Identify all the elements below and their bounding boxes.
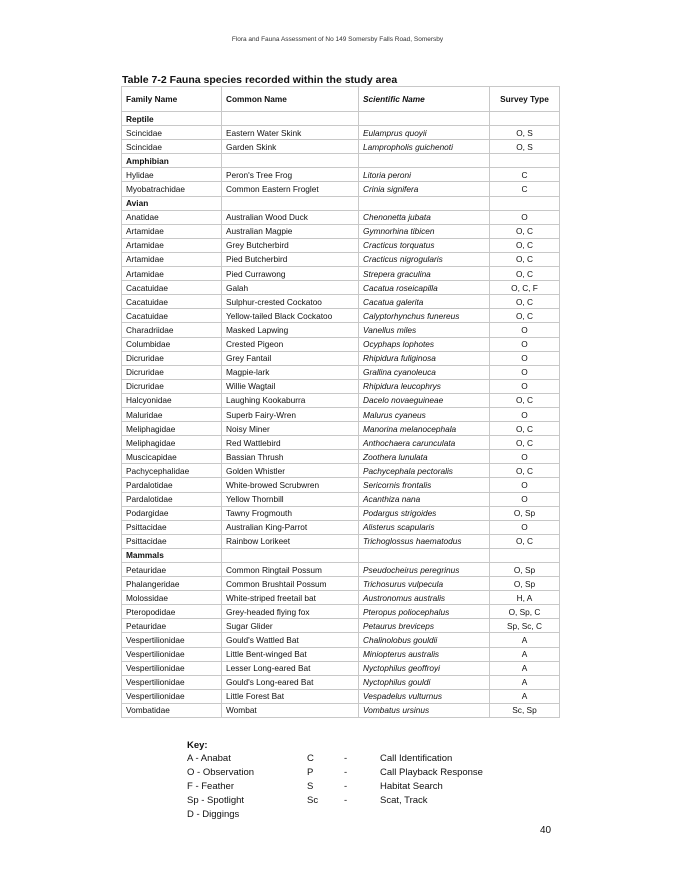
key-left: F - Feather [187,781,234,792]
common-name-cell: Sulphur-crested Cockatoo [222,295,359,309]
family-cell: Muscicapidae [122,450,222,464]
group-label: Reptile [122,112,222,126]
common-name-cell: Crested Pigeon [222,337,359,351]
table-row [122,534,560,548]
column-header-scientific: Scientific Name [359,87,490,112]
table-row [122,323,560,337]
table-row [122,436,560,450]
common-name-cell: Australian Wood Duck [222,210,359,224]
common-name-cell: Common Brushtail Possum [222,577,359,591]
common-name-cell: White-striped freetail bat [222,591,359,605]
family-cell: Petauridae [122,619,222,633]
survey-type-cell: O [490,407,560,421]
survey-type-cell: O [490,365,560,379]
common-name-cell: Yellow Thornbill [222,492,359,506]
table-row [122,140,560,154]
survey-type-cell: H, A [490,591,560,605]
scientific-name-cell: Nyctophilus gouldi [359,675,490,689]
common-name-cell: Garden Skink [222,140,359,154]
empty-cell [359,548,490,562]
survey-type-cell: C [490,168,560,182]
table-row [122,647,560,661]
survey-type-cell: A [490,633,560,647]
empty-cell [222,154,359,168]
key-row [187,781,443,795]
table-row [122,126,560,140]
column-header-common: Common Name [222,87,359,112]
scientific-name-cell: Trichosurus vulpecula [359,577,490,591]
key-code: Sc [307,795,319,806]
common-name-cell: Noisy Miner [222,422,359,436]
page-number: 40 [540,825,552,836]
scientific-name-cell: Litoria peroni [359,168,490,182]
family-cell: Podargidae [122,506,222,520]
scientific-name-cell: Austronomus australis [359,591,490,605]
table-row [122,365,560,379]
survey-type-cell: A [490,661,560,675]
family-cell: Vombatidae [122,703,222,717]
survey-type-cell: O [490,337,560,351]
common-name-cell: Masked Lapwing [222,323,359,337]
scientific-name-cell: Cracticus nigrogularis [359,252,490,266]
common-name-cell: Pied Currawong [222,267,359,281]
family-cell: Artamidae [122,238,222,252]
family-cell: Psittacidae [122,534,222,548]
family-cell: Hylidae [122,168,222,182]
common-name-cell: Yellow-tailed Black Cockatoo [222,309,359,323]
common-name-cell: Magpie-lark [222,365,359,379]
family-cell: Cacatuidae [122,295,222,309]
empty-cell [490,548,560,562]
table-header-row [122,87,560,112]
scientific-name-cell: Anthochaera carunculata [359,436,490,450]
table-row [122,281,560,295]
family-cell: Halcyonidae [122,393,222,407]
scientific-name-cell: Vanellus miles [359,323,490,337]
family-cell: Meliphagidae [122,436,222,450]
table-row [122,422,560,436]
common-name-cell: Lesser Long-eared Bat [222,661,359,675]
common-name-cell: Superb Fairy-Wren [222,407,359,421]
common-name-cell: Galah [222,281,359,295]
table-row [122,591,560,605]
common-name-cell: Golden Whistler [222,464,359,478]
scientific-name-cell: Nyctophilus geoffroyi [359,661,490,675]
survey-type-cell: O [490,210,560,224]
family-cell: Meliphagidae [122,422,222,436]
survey-type-cell: O, C [490,534,560,548]
table-body [122,112,560,718]
survey-type-cell: O, S [490,140,560,154]
empty-cell [490,112,560,126]
common-name-cell: Peron's Tree Frog [222,168,359,182]
survey-type-cell: O, C [490,295,560,309]
scientific-name-cell: Manorina melanocephala [359,422,490,436]
scientific-name-cell: Calyptorhynchus funereus [359,309,490,323]
common-name-cell: Grey-headed flying fox [222,605,359,619]
family-cell: Artamidae [122,224,222,238]
running-header: Flora and Fauna Assessment of No 149 Somersby Falls Road, Somersby [231,36,444,43]
scientific-name-cell: Lampropholis guichenoti [359,140,490,154]
family-cell: Scincidae [122,126,222,140]
scientific-name-cell: Alisterus scapularis [359,520,490,534]
survey-type-cell: O, C [490,422,560,436]
group-label: Avian [122,196,222,210]
family-cell: Pteropodidae [122,605,222,619]
table-row [122,605,560,619]
family-cell: Pardalotidae [122,478,222,492]
family-cell: Vespertilionidae [122,675,222,689]
table-row [122,252,560,266]
scientific-name-cell: Petaurus breviceps [359,619,490,633]
key-left: A - Anabat [187,753,231,764]
family-cell: Anatidae [122,210,222,224]
survey-type-cell: O, S [490,126,560,140]
table-row [122,393,560,407]
family-cell: Vespertilionidae [122,647,222,661]
common-name-cell: Sugar Glider [222,619,359,633]
family-cell: Scincidae [122,140,222,154]
scientific-name-cell: Chenonetta jubata [359,210,490,224]
scientific-name-cell: Cacatua galerita [359,295,490,309]
group-row [122,196,560,210]
survey-type-cell: O, C [490,252,560,266]
scientific-name-cell: Crinia signifera [359,182,490,196]
scientific-name-cell: Pteropus poliocephalus [359,605,490,619]
common-name-cell: Bassian Thrush [222,450,359,464]
family-cell: Dicruridae [122,379,222,393]
family-cell: Psittacidae [122,520,222,534]
empty-cell [222,548,359,562]
key-row [187,767,483,781]
survey-type-cell: O [490,492,560,506]
survey-type-cell: Sp, Sc, C [490,619,560,633]
common-name-cell: Pied Butcherbird [222,252,359,266]
family-cell: Cacatuidae [122,281,222,295]
scientific-name-cell: Rhipidura fuliginosa [359,351,490,365]
survey-type-cell: O [490,478,560,492]
key-rows [187,753,483,823]
family-cell: Pardalotidae [122,492,222,506]
group-label: Mammals [122,548,222,562]
family-cell: Columbidae [122,337,222,351]
family-cell: Vespertilionidae [122,661,222,675]
group-row [122,112,560,126]
common-name-cell: Tawny Frogmouth [222,506,359,520]
table-row [122,703,560,717]
table-row [122,661,560,675]
common-name-cell: Common Ringtail Possum [222,563,359,577]
key-row [187,809,240,823]
key-dash: - [344,767,348,778]
table-row [122,450,560,464]
common-name-cell: Willie Wagtail [222,379,359,393]
scientific-name-cell: Vombatus ursinus [359,703,490,717]
table-row [122,224,560,238]
column-header-survey: Survey Type [490,87,560,112]
common-name-cell: White-browed Scrubwren [222,478,359,492]
survey-type-cell: O, C [490,224,560,238]
common-name-cell: Rainbow Lorikeet [222,534,359,548]
scientific-name-cell: Podargus strigoides [359,506,490,520]
table-row [122,506,560,520]
survey-type-cell: A [490,689,560,703]
survey-type-cell: O, Sp [490,577,560,591]
survey-type-cell: O [490,520,560,534]
scientific-name-cell: Ocyphaps lophotes [359,337,490,351]
scientific-name-cell: Chalinolobus gouldii [359,633,490,647]
common-name-cell: Grey Fantail [222,351,359,365]
family-cell: Vespertilionidae [122,633,222,647]
table-row [122,520,560,534]
empty-cell [359,196,490,210]
common-name-cell: Australian Magpie [222,224,359,238]
key-dash: - [344,753,348,764]
survey-type-cell: O, C [490,436,560,450]
family-cell: Artamidae [122,267,222,281]
scientific-name-cell: Pachycephala pectoralis [359,464,490,478]
common-name-cell: Eastern Water Skink [222,126,359,140]
key-right: Scat, Track [380,795,428,806]
family-cell: Artamidae [122,252,222,266]
family-cell: Charadriidae [122,323,222,337]
survey-type-cell: O [490,351,560,365]
table-row [122,351,560,365]
family-cell: Vespertilionidae [122,689,222,703]
family-cell: Phalangeridae [122,577,222,591]
table-row [122,295,560,309]
key-code: C [307,753,314,764]
family-cell: Molossidae [122,591,222,605]
table-row [122,182,560,196]
survey-type-cell: A [490,647,560,661]
table-row [122,492,560,506]
table-row [122,619,560,633]
common-name-cell: Little Bent-winged Bat [222,647,359,661]
table-row [122,633,560,647]
key-row [187,753,453,767]
key-left: Sp - Spotlight [187,795,245,806]
survey-type-cell: O, C [490,267,560,281]
empty-cell [490,196,560,210]
table-row [122,407,560,421]
key-row [187,795,428,809]
scientific-name-cell: Cacatua roseicapilla [359,281,490,295]
empty-cell [222,112,359,126]
key-right: Call Identification [380,753,453,764]
survey-type-cell: O, C [490,393,560,407]
scientific-name-cell: Sericornis frontalis [359,478,490,492]
common-name-cell: Laughing Kookaburra [222,393,359,407]
table-caption: Table 7-2 Fauna species recorded within the study area [122,74,398,86]
table-row [122,379,560,393]
survey-type-cell: O, C, F [490,281,560,295]
key-dash: - [344,781,348,792]
family-cell: Maluridae [122,407,222,421]
family-cell: Myobatrachidae [122,182,222,196]
common-name-cell: Grey Butcherbird [222,238,359,252]
empty-cell [359,112,490,126]
table-row [122,168,560,182]
survey-type-cell: O, C [490,464,560,478]
table-row [122,210,560,224]
survey-type-cell: O [490,450,560,464]
key-right: Call Playback Response [380,767,483,778]
common-name-cell: Little Forest Bat [222,689,359,703]
table-row [122,238,560,252]
table-row [122,309,560,323]
key-right: Habitat Search [380,781,443,792]
common-name-cell: Australian King-Parrot [222,520,359,534]
survey-type-cell: C [490,182,560,196]
key-code: S [307,781,314,792]
survey-type-cell: O [490,323,560,337]
empty-cell [222,196,359,210]
common-name-cell: Common Eastern Froglet [222,182,359,196]
common-name-cell: Red Wattlebird [222,436,359,450]
survey-type-cell: O, C [490,309,560,323]
key-code: P [307,767,314,778]
survey-type-cell: O [490,379,560,393]
table-row [122,464,560,478]
survey-type-cell: O, C [490,238,560,252]
group-row [122,154,560,168]
scientific-name-cell: Malurus cyaneus [359,407,490,421]
scientific-name-cell: Gymnorhina tibicen [359,224,490,238]
scientific-name-cell: Strepera graculina [359,267,490,281]
group-row [122,548,560,562]
table-row [122,577,560,591]
family-cell: Dicruridae [122,351,222,365]
table-row [122,337,560,351]
key-left: O - Observation [187,767,255,778]
column-header-family: Family Name [122,87,222,112]
family-cell: Dicruridae [122,365,222,379]
survey-type-cell: A [490,675,560,689]
scientific-name-cell: Zoothera lunulata [359,450,490,464]
key-left: D - Diggings [187,809,240,820]
group-label: Amphibian [122,154,222,168]
survey-type-cell: O, Sp [490,506,560,520]
scientific-name-cell: Eulamprus quoyii [359,126,490,140]
common-name-cell: Wombat [222,703,359,717]
scientific-name-cell: Dacelo novaeguineae [359,393,490,407]
scientific-name-cell: Rhipidura leucophrys [359,379,490,393]
fauna-table [121,86,560,718]
survey-type-cell: O, Sp, C [490,605,560,619]
scientific-name-cell: Cracticus torquatus [359,238,490,252]
scientific-name-cell: Miniopterus australis [359,647,490,661]
survey-type-cell: Sc, Sp [490,703,560,717]
table-row [122,689,560,703]
common-name-cell: Gould's Long-eared Bat [222,675,359,689]
table-row [122,675,560,689]
key-title: Key: [187,740,208,751]
empty-cell [359,154,490,168]
table-row [122,267,560,281]
key-dash: - [344,795,348,806]
scientific-name-cell: Vespadelus vulturnus [359,689,490,703]
common-name-cell: Gould's Wattled Bat [222,633,359,647]
table-row [122,563,560,577]
empty-cell [490,154,560,168]
scientific-name-cell: Grallina cyanoleuca [359,365,490,379]
survey-type-cell: O, Sp [490,563,560,577]
family-cell: Petauridae [122,563,222,577]
family-cell: Cacatuidae [122,309,222,323]
scientific-name-cell: Trichoglossus haematodus [359,534,490,548]
family-cell: Pachycephalidae [122,464,222,478]
table-row [122,478,560,492]
key-legend [187,740,483,823]
scientific-name-cell: Acanthiza nana [359,492,490,506]
scientific-name-cell: Pseudocheirus peregrinus [359,563,490,577]
